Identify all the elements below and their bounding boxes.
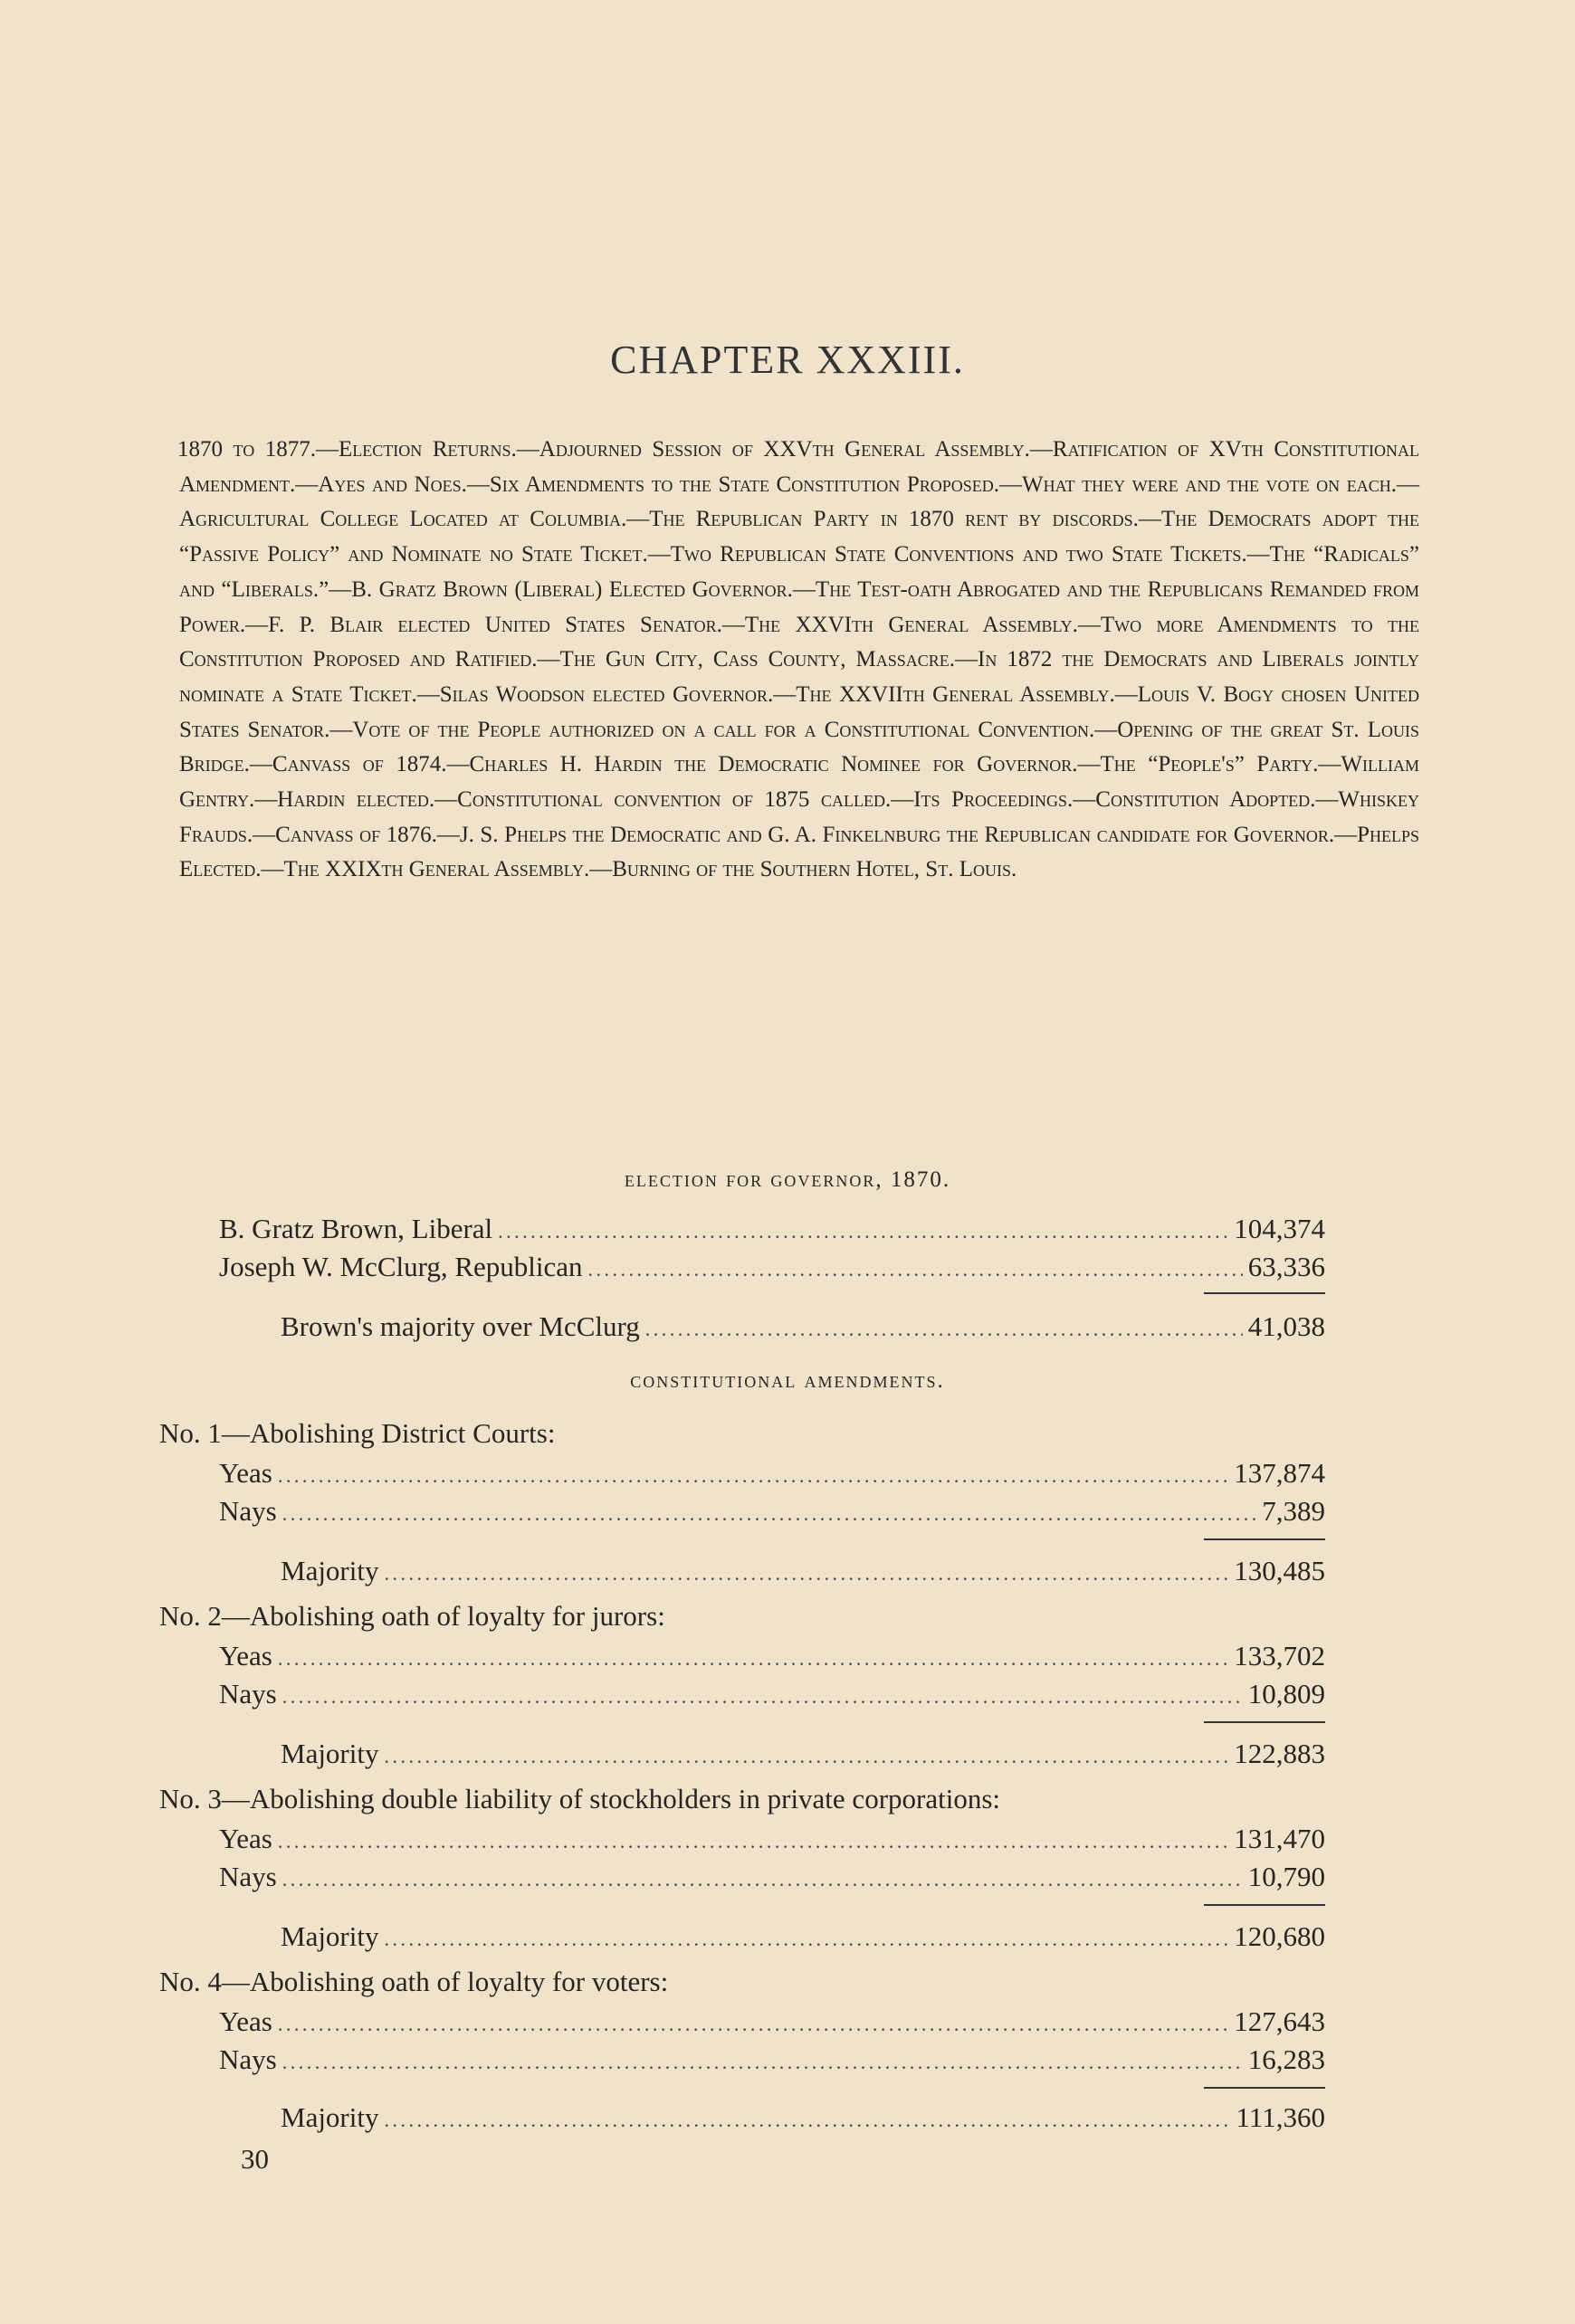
leader-dots — [588, 1252, 1243, 1288]
majority-label: Majority — [281, 1738, 379, 1769]
nays-label: Nays — [219, 1861, 277, 1892]
nays-label: Nays — [219, 2043, 277, 2075]
amendment-title: No. 3—Abolishing double liability of stockholders in private corporations: — [159, 1783, 1001, 1814]
nays-row — [219, 1676, 1325, 1712]
leader-dots — [278, 1641, 1228, 1677]
leader-dots — [278, 1824, 1228, 1860]
sum-rule — [1204, 1904, 1325, 1906]
nays-row — [219, 2042, 1325, 2078]
majority-value: 122,883 — [1234, 1738, 1325, 1769]
majority-row — [281, 2100, 1325, 2136]
sum-rule — [1204, 1292, 1325, 1294]
majority-label: Majority — [281, 2101, 379, 2133]
nays-label: Nays — [219, 1678, 277, 1710]
candidate-label: Joseph W. McClurg, Republican — [219, 1251, 583, 1282]
candidate-votes: 63,336 — [1247, 1251, 1325, 1282]
yeas-value: 131,470 — [1234, 1823, 1325, 1854]
chapter-title: CHAPTER XXXIII. — [610, 338, 965, 382]
sum-rule — [1204, 1721, 1325, 1723]
nays-label: Nays — [219, 1495, 277, 1527]
candidate-label: B. Gratz Brown, Liberal — [219, 1213, 493, 1244]
leader-dots — [385, 1738, 1229, 1775]
majority-label: Majority — [281, 1555, 379, 1586]
leader-dots — [385, 2102, 1231, 2138]
election-heading: election for governor, 1870. — [624, 1167, 951, 1192]
nays-value: 10,790 — [1247, 1861, 1325, 1892]
yeas-row — [219, 1638, 1325, 1674]
yeas-value: 137,874 — [1234, 1457, 1325, 1489]
yeas-row — [219, 1821, 1325, 1857]
sum-rule — [1204, 2087, 1325, 2089]
candidate-votes: 104,374 — [1234, 1213, 1325, 1244]
sum-rule — [1204, 1538, 1325, 1540]
amendment-title: No. 4—Abolishing oath of loyalty for voters: — [159, 1966, 669, 1997]
majority-value: 41,038 — [1247, 1310, 1325, 1342]
majority-label: Majority — [281, 1920, 379, 1952]
yeas-label: Yeas — [219, 1457, 272, 1489]
yeas-row — [219, 1455, 1325, 1491]
nays-value: 7,389 — [1262, 1495, 1325, 1527]
leader-dots — [645, 1311, 1243, 1348]
amendment-title: No. 2—Abolishing oath of loyalty for jurors: — [159, 1600, 665, 1632]
yeas-row — [219, 2004, 1325, 2040]
leader-dots — [278, 1458, 1228, 1494]
amendments-heading: constitutional amendments. — [630, 1368, 945, 1393]
yeas-value: 127,643 — [1234, 2005, 1325, 2037]
candidate-row — [219, 1211, 1325, 1247]
majority-value: 120,680 — [1234, 1920, 1325, 1952]
leader-dots — [282, 2044, 1243, 2081]
nays-row — [219, 1859, 1325, 1895]
amendment-title: No. 1—Abolishing District Courts: — [159, 1417, 556, 1449]
majority-row — [281, 1736, 1325, 1772]
majority-value: 130,485 — [1234, 1555, 1325, 1586]
nays-row — [219, 1493, 1325, 1529]
majority-row — [281, 1309, 1325, 1345]
leader-dots — [498, 1214, 1228, 1250]
leader-dots — [282, 1679, 1243, 1715]
chapter-summary: 1870 to 1877.—Election Returns.—Adjourned Session of XXVth General Assembly.—Ratification of XVth Constitutional Amendment.—Ayes and Noes.—Six Amendments to the State Constitution Proposed.—What they were and the vote on each.—Agricultural College Located at Columbia.—The Republican Party in 1870 rent by discords.—The Democrats adopt the “Passive Policy” and Nominate no State Ticket.—Two Republican State Conventions and two State Tickets.—The “Radicals” and “Liberals.”—B. Gratz Brown (Liberal) Elected Governor.—The Test-oath Abrogated and the Republicans Remanded from Power.—F. P. Blair elected United States Senator.—The XXVIth General Assembly.—Two more Amendments to the Constitution Proposed and Ratified.—The Gun City, Cass County, Massacre.—In 1872 the Democrats and Liberals jointly nominate a State Ticket.—Silas Woodson elected Governor.—The XXVIIth General Assembly.—Louis V. Bogy chosen United States Senator.—Vote of the People authorized on a call for a Constitutional Convention.—Opening of the great St. Louis Bridge.—Canvass of 1874.—Charles H. Hardin the Democratic Nominee for Governor.—The “People's” Party.—William Gentry.—Hardin elected.—Constitutional convention of 1875 called.—Its Proceedings.—Constitution Adopted.—Whiskey Frauds.—Canvass of 1876.—J. S. Phelps the Democratic and G. A. Finkelnburg the Republican candidate for Governor.—Phelps Elected.—The XXIXth General Assembly.—Burning of the Southern Hotel, St. Louis. — [177, 437, 1419, 882]
candidate-row — [219, 1249, 1325, 1285]
leader-dots — [282, 1496, 1257, 1532]
majority-row — [281, 1553, 1325, 1589]
yeas-value: 133,702 — [1234, 1640, 1325, 1672]
leader-dots — [385, 1921, 1229, 1957]
leader-dots — [282, 1862, 1243, 1898]
majority-row — [281, 1919, 1325, 1955]
majority-value: 111,360 — [1236, 2101, 1325, 2133]
yeas-label: Yeas — [219, 1823, 272, 1854]
nays-value: 16,283 — [1247, 2043, 1325, 2075]
leader-dots — [278, 2006, 1228, 2043]
page-number: 30 — [241, 2143, 269, 2175]
yeas-label: Yeas — [219, 2005, 272, 2037]
leader-dots — [385, 1556, 1229, 1592]
majority-label: Brown's majority over McClurg — [281, 1310, 640, 1342]
nays-value: 10,809 — [1247, 1678, 1325, 1710]
yeas-label: Yeas — [219, 1640, 272, 1672]
